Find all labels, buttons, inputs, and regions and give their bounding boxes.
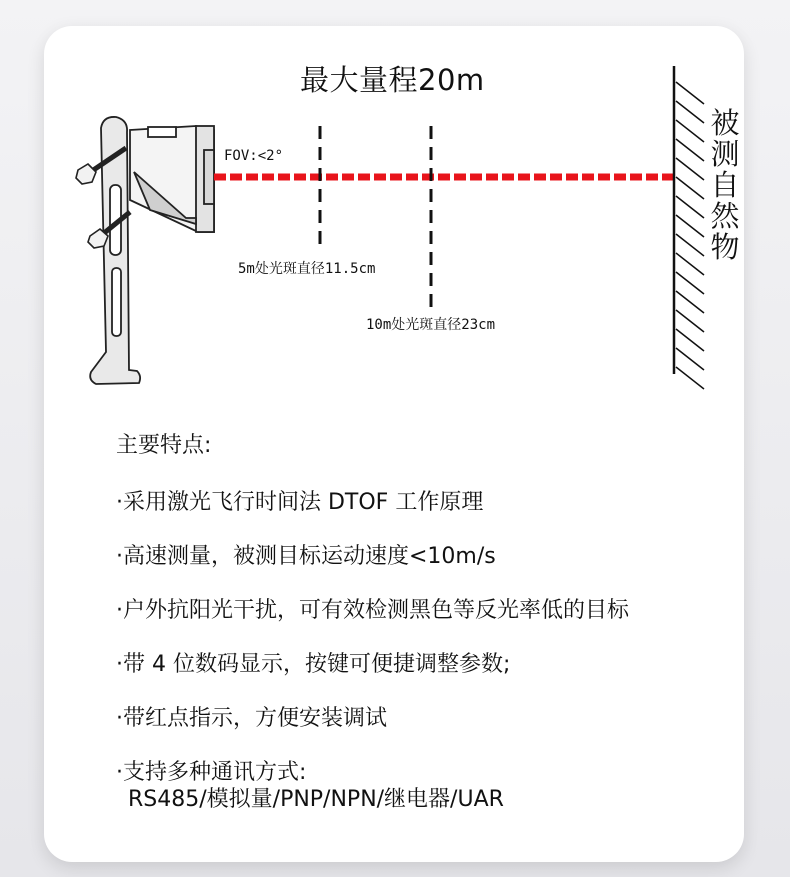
feature-text: ·户外抗阳光干扰，可有效检测黑色等反光率低的目标 [116,598,629,623]
spot-5m-label: 5m处光斑直径11.5cm [238,261,376,277]
wall-hatch-line [676,329,704,351]
target-label-char: 测 [710,137,740,171]
wall-hatch-line [676,120,704,142]
features-section [116,428,629,840]
feature-text: ·带 4 位数码显示，按键可便捷调整参数; [116,652,511,677]
features-heading: 主要特点: [116,433,212,458]
target-label-char: 然 [710,199,740,233]
feature-text-line2: RS485/模拟量/PNP/NPN/继电器/UAR [128,787,504,812]
target-label [708,108,742,263]
wall-hatch-line [676,291,704,313]
wall-hatch-line [676,234,704,256]
feature-item [116,705,629,732]
fov-label: FOV:<2° [224,148,284,164]
wall-hatch-line [676,158,704,180]
target-wall [674,66,704,389]
feature-text: ·带红点指示，方便安装调试 [116,706,387,731]
wall-hatch-line [676,272,704,294]
wall-hatch-line [676,196,704,218]
feature-item [116,543,629,570]
wall-hatch-line [676,367,704,389]
feature-item [116,651,629,678]
wall-hatch-line [676,348,704,370]
diagram-title: 最大量程20m [300,63,485,97]
wall-hatch-line [676,215,704,237]
wall-hatch-line [676,253,704,275]
wall-hatch-line [676,139,704,161]
target-label-char: 自 [710,168,740,202]
wall-hatch-line [676,82,704,104]
target-label-char: 被 [710,106,740,140]
wall-hatch-line [676,101,704,123]
feature-text: ·采用激光飞行时间法 DTOF 工作原理 [116,490,484,515]
feature-item [116,489,629,516]
wall-hatch-line [676,177,704,199]
feature-item [116,597,629,624]
feature-text: ·支持多种通讯方式: [116,760,307,785]
feature-text: ·高速测量，被测目标运动速度<10m/s [116,544,496,569]
sensor-housing [130,126,214,232]
spot-10m-label: 10m处光斑直径23cm [366,317,496,333]
wall-hatch-line [676,310,704,332]
target-label-char: 物 [710,230,740,264]
feature-item [116,759,629,813]
